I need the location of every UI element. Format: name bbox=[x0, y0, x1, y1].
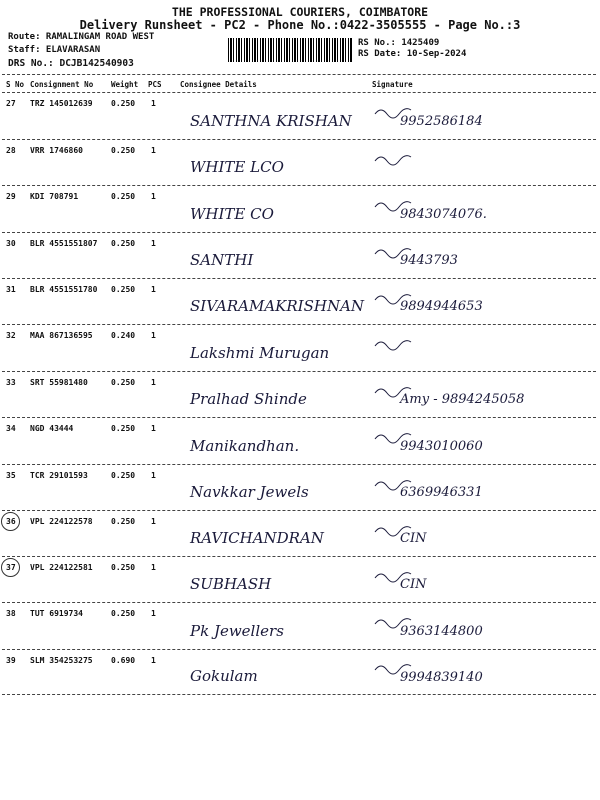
divider bbox=[2, 694, 596, 695]
row-weight: 0.250 bbox=[111, 378, 136, 387]
table-row bbox=[0, 557, 600, 603]
signature-text: 9894944653 bbox=[400, 299, 483, 314]
row-pcs: 1 bbox=[151, 331, 156, 340]
row-sno: 31 bbox=[6, 285, 16, 294]
drs-number: DRS No.: DCJB142540903 bbox=[8, 58, 134, 69]
col-consignee-details: Consignee Details bbox=[180, 80, 257, 89]
handwriting-area bbox=[0, 557, 600, 603]
row-consignment-no: BLR 4551551807 bbox=[30, 239, 98, 248]
row-pcs: 1 bbox=[151, 285, 156, 294]
row-consignment-no: VRR 1746860 bbox=[30, 146, 83, 155]
signature-scribble bbox=[375, 341, 411, 350]
runsheet-title: THE PROFESSIONAL COURIERS, COIMBATORE bbox=[171, 5, 429, 19]
handwriting-area bbox=[0, 140, 600, 186]
row-sno: 30 bbox=[6, 239, 16, 248]
row-weight: 0.240 bbox=[111, 331, 136, 340]
consignee-name: Pralhad Shinde bbox=[190, 390, 307, 408]
signature-text: 9443793 bbox=[400, 253, 458, 268]
handwriting-area bbox=[0, 325, 600, 372]
table-row bbox=[0, 603, 600, 650]
row-consignment-no: KDI 708791 bbox=[30, 192, 79, 201]
row-pcs: 1 bbox=[151, 192, 156, 201]
row-weight: 0.250 bbox=[111, 239, 136, 248]
row-pcs: 1 bbox=[151, 656, 156, 665]
row-consignment-no: VPL 224122578 bbox=[30, 517, 93, 526]
row-weight: 0.690 bbox=[111, 656, 136, 665]
row-consignment-no: VPL 224122581 bbox=[30, 563, 93, 572]
signature-text: 9943010060 bbox=[400, 439, 483, 454]
handwriting-area bbox=[0, 511, 600, 557]
consignee-name: Manikandhan. bbox=[190, 437, 300, 455]
route-label: Route: RAMALINGAM ROAD WEST bbox=[8, 32, 155, 42]
table-row bbox=[0, 93, 600, 140]
consignee-name: WHITE CO bbox=[190, 205, 274, 223]
row-pcs: 1 bbox=[151, 471, 156, 480]
handwriting-area bbox=[0, 465, 600, 511]
consignee-name: WHITE LCO bbox=[190, 158, 284, 176]
row-pcs: 1 bbox=[151, 239, 156, 248]
row-sno: 33 bbox=[6, 378, 16, 387]
handwriting-area bbox=[0, 233, 600, 279]
row-pcs: 1 bbox=[151, 563, 156, 572]
row-weight: 0.250 bbox=[111, 192, 136, 201]
row-consignment-no: TRZ 145012639 bbox=[30, 99, 93, 108]
table-row bbox=[0, 186, 600, 233]
row-weight: 0.250 bbox=[111, 285, 136, 294]
row-consignment-no: MAA 867136595 bbox=[30, 331, 93, 340]
table-row bbox=[0, 140, 600, 186]
consignee-name: SANTHNA KRISHAN bbox=[190, 112, 352, 130]
handwriting-area bbox=[0, 93, 600, 140]
handwriting-area bbox=[0, 186, 600, 233]
consignee-name: SANTHI bbox=[190, 251, 254, 269]
row-consignment-no: SRT 55981480 bbox=[30, 378, 88, 387]
signature-text: 9363144800 bbox=[400, 624, 483, 639]
row-sno: 27 bbox=[6, 99, 16, 108]
handwriting-area bbox=[0, 418, 600, 465]
signature-text: 6369946331 bbox=[400, 485, 483, 500]
handwriting-area bbox=[0, 603, 600, 650]
table-row bbox=[0, 325, 600, 372]
row-consignment-no: NGD 43444 bbox=[30, 424, 74, 433]
row-consignment-no: BLR 4551551780 bbox=[30, 285, 98, 294]
col-sno: S No bbox=[6, 80, 25, 89]
table-row bbox=[0, 418, 600, 465]
row-sno: 37 bbox=[6, 563, 16, 572]
handwriting-area bbox=[0, 650, 600, 695]
row-sno: 32 bbox=[6, 331, 16, 340]
row-consignment-no: SLM 354253275 bbox=[30, 656, 93, 665]
row-consignment-no: TCR 29101593 bbox=[30, 471, 88, 480]
col-weight: Weight bbox=[111, 80, 139, 89]
row-pcs: 1 bbox=[151, 146, 156, 155]
row-weight: 0.250 bbox=[111, 146, 136, 155]
col-pcs: PCS bbox=[148, 80, 162, 89]
consignee-name: SIVARAMAKRISHNAN bbox=[190, 297, 365, 315]
row-weight: 0.250 bbox=[111, 517, 136, 526]
col-consignment: Consignment No bbox=[30, 80, 94, 89]
row-sno: 38 bbox=[6, 609, 16, 618]
rs-number: RS No.: 1425409 bbox=[358, 38, 440, 48]
row-consignment-no: TUT 6919734 bbox=[30, 609, 83, 618]
consignee-name: Navkkar Jewels bbox=[190, 483, 309, 501]
row-pcs: 1 bbox=[151, 517, 156, 526]
table-row bbox=[0, 465, 600, 511]
rs-date: RS Date: 10-Sep-2024 bbox=[358, 49, 467, 59]
signature-text: Amy - 9894245058 bbox=[400, 392, 525, 407]
row-weight: 0.250 bbox=[111, 99, 136, 108]
handwriting-area bbox=[0, 372, 600, 418]
table-row bbox=[0, 233, 600, 279]
row-weight: 0.250 bbox=[111, 424, 136, 433]
row-weight: 0.250 bbox=[111, 609, 136, 618]
row-sno: 29 bbox=[6, 192, 16, 201]
table-row bbox=[0, 279, 600, 325]
table-row bbox=[0, 511, 600, 557]
row-weight: 0.250 bbox=[111, 563, 136, 572]
runsheet-subtitle: Delivery Runsheet - PC2 - Phone No.:0422-3505555 - Page No.:3 bbox=[79, 18, 521, 32]
table-row bbox=[0, 650, 600, 695]
signature-text: 9952586184 bbox=[400, 114, 483, 129]
consignee-name: Gokulam bbox=[190, 667, 258, 685]
signature-text: 9843074076. bbox=[400, 207, 487, 222]
signature-scribble bbox=[375, 156, 411, 165]
row-pcs: 1 bbox=[151, 378, 156, 387]
staff-label: Staff: ELAVARASAN bbox=[8, 45, 101, 55]
consignee-name: SUBHASH bbox=[190, 575, 272, 593]
row-sno: 34 bbox=[6, 424, 16, 433]
consignee-name: Pk Jewellers bbox=[190, 622, 284, 640]
row-weight: 0.250 bbox=[111, 471, 136, 480]
row-sno: 36 bbox=[6, 517, 16, 526]
row-sno: 39 bbox=[6, 656, 16, 665]
handwriting-area bbox=[0, 279, 600, 325]
table-row bbox=[0, 372, 600, 418]
signature-text: CIN bbox=[400, 577, 427, 592]
consignee-name: RAVICHANDRAN bbox=[190, 529, 324, 547]
signature-text: 9994839140 bbox=[400, 670, 483, 685]
row-pcs: 1 bbox=[151, 424, 156, 433]
col-signature: Signature bbox=[372, 80, 413, 89]
signature-text: CIN bbox=[400, 531, 427, 546]
consignee-name: Lakshmi Murugan bbox=[190, 344, 330, 362]
row-sno: 35 bbox=[6, 471, 16, 480]
row-pcs: 1 bbox=[151, 99, 156, 108]
row-sno: 28 bbox=[6, 146, 16, 155]
row-pcs: 1 bbox=[151, 609, 156, 618]
